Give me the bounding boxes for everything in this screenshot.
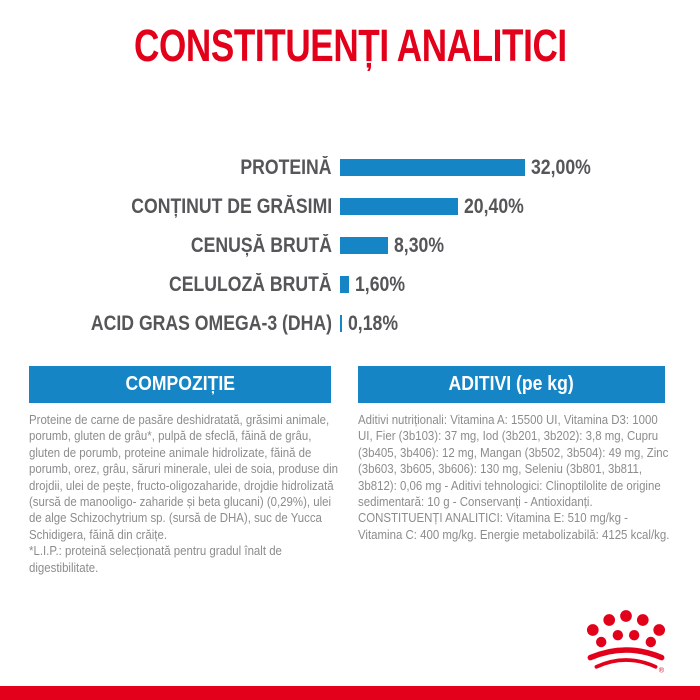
registered-mark: ® xyxy=(658,665,665,675)
composition-section-header: COMPOZIȚIE xyxy=(29,366,331,403)
chart-bar xyxy=(340,276,349,293)
chart-row-value: 8,30% xyxy=(394,234,445,257)
chart-row xyxy=(0,273,700,296)
chart-row-label: CENUȘĂ BRUTĂ xyxy=(190,234,332,257)
chart-bar xyxy=(340,315,342,332)
chart-row xyxy=(0,312,700,335)
chart-row-value: 1,60% xyxy=(355,273,406,296)
composition-paragraph: Proteine de carne de pasăre deshidratată, grăsimi animale, porumb, gluten de grâu*, pulpă de sfeclă, făină de grâu, gluten de porumb, proteine animale hidrolizate, făină de porumb, orez, grâu, săruri minerale, ulei de soia, produse din drojdii, ulei de pește, fructo-oligozaharide, drojdie hidrolizată (sursă de manooligo- zaharide și beta glucani) (0,29%), ulei de alge Schizochytrium sp. (sursă de DHA), suc de Yucca Schidigera, făină din crăițe. xyxy=(29,412,339,542)
chart-row-value: 20,40% xyxy=(464,195,524,218)
composition-footnote: *L.I.P.: proteină selecționată pentru gradul înalt de digestibilitate. xyxy=(29,543,282,575)
chart-row-value: 0,18% xyxy=(348,312,399,335)
bottom-red-bar xyxy=(0,686,700,700)
chart-bar xyxy=(340,198,458,215)
chart-bar xyxy=(340,159,525,176)
additives-section-header: ADITIVI (pe kg) xyxy=(358,366,665,403)
analytical-constituents-chart xyxy=(0,156,700,354)
page-title: CONSTITUENȚI ANALITICI xyxy=(133,20,567,71)
royal-canin-crown-logo xyxy=(586,608,666,676)
chart-row xyxy=(0,156,700,179)
additives-paragraph: Aditivi nutriționali: Vitamina A: 15500 UI, Vitamina D3: 1000 UI, Fier (3b103): 37 mg, Iod (3b201, 3b202): 3,8 mg, Cupru (3b405, 3b406): 12 mg, Mangan (3b502, 3b504): 49 mg, Zinc (3b603, 3b605, 3b606): 130 mg, Seleniu (3b801, 3b811, 3b812): 0,06 mg - Aditivi tehnologici: Clinoptilolite de origine sedimentară: 10 g - Conservanți - Antioxidanți. xyxy=(358,412,669,510)
chart-row-label: CELULOZĂ BRUTĂ xyxy=(169,273,332,296)
additives-text xyxy=(358,412,673,543)
chart-row-label: ACID GRAS OMEGA-3 (DHA) xyxy=(90,312,332,335)
chart-bar xyxy=(340,237,388,254)
chart-row xyxy=(0,234,700,257)
chart-row-value: 32,00% xyxy=(531,156,591,179)
chart-row-label: CONȚINUT DE GRĂSIMI xyxy=(131,195,332,218)
chart-row xyxy=(0,195,700,218)
additives-analytical-paragraph: CONSTITUENȚI ANALITICI: Vitamina E: 510 mg/kg - Vitamina C: 400 mg/kg. Energie metabolizabilă: 4125 kcal/kg. xyxy=(358,510,670,542)
chart-row-label: PROTEINĂ xyxy=(240,156,332,179)
composition-text xyxy=(29,412,339,576)
